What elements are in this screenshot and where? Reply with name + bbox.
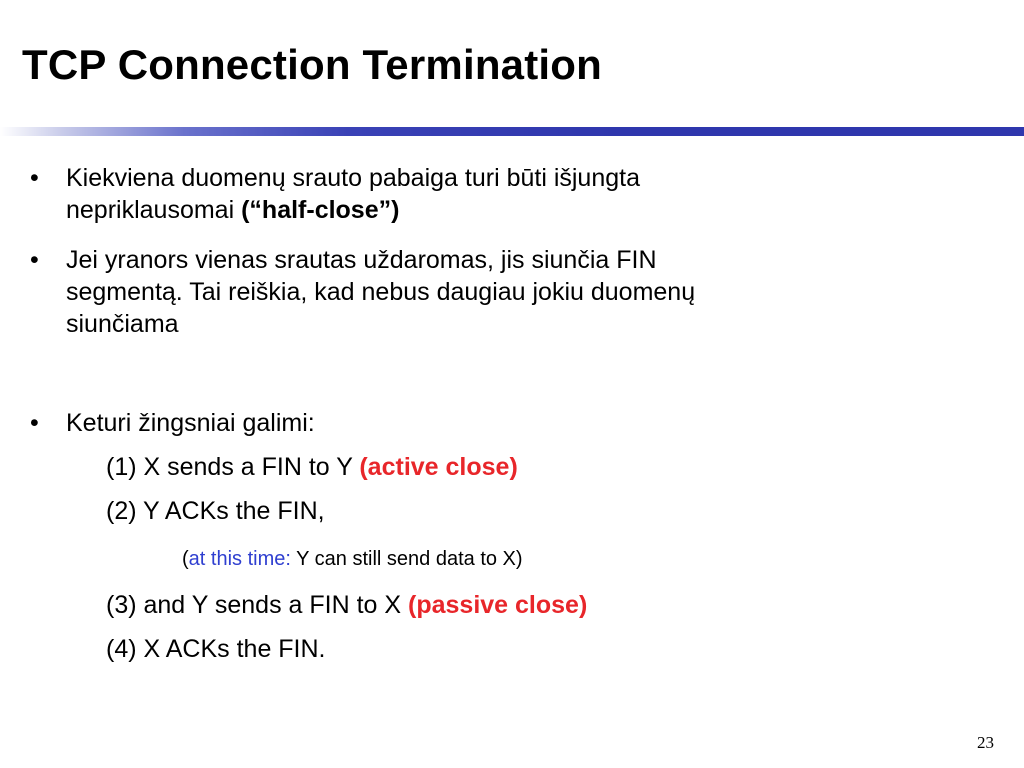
step-2-note: (at this time: Y can still send data to X): [182, 548, 523, 570]
passive-close-label: (passive close): [408, 591, 588, 619]
bullet-line: Keturi žingsniai galimi:: [66, 409, 315, 437]
bullet-line: siunčiama: [66, 310, 179, 338]
bullet-text: [66, 162, 640, 226]
title-divider: [0, 127, 1024, 136]
note-label: at this time:: [188, 548, 291, 570]
bullet-line: segmentą. Tai reiškia, kad nebus daugiau jokiu duomenų: [66, 278, 696, 306]
step-4: (4) X ACKs the FIN.: [106, 635, 326, 663]
active-close-label: (active close): [359, 453, 518, 481]
bullet-text: [66, 244, 695, 340]
step-1: (1) X sends a FIN to Y (active close): [106, 453, 518, 481]
half-close-term: (“half-close”): [241, 196, 400, 224]
step-2: (2) Y ACKs the FIN,: [106, 497, 325, 525]
bullet-dot: •: [30, 164, 39, 192]
bullet-line: nepriklausomai (“half-close”): [66, 196, 400, 224]
bullet-dot: •: [30, 409, 39, 437]
bullet-text: [66, 407, 315, 439]
slide-title: TCP Connection Termination: [22, 41, 602, 88]
bullet-dot: •: [30, 246, 39, 274]
bullet-line: Kiekviena duomenų srauto pabaiga turi būti išjungta: [66, 164, 640, 192]
bullet-line: Jei yranors vienas srautas uždaromas, jis siunčia FIN: [66, 246, 657, 274]
step-3: (3) and Y sends a FIN to X (passive close): [106, 591, 588, 619]
page-number: 23: [977, 733, 994, 752]
